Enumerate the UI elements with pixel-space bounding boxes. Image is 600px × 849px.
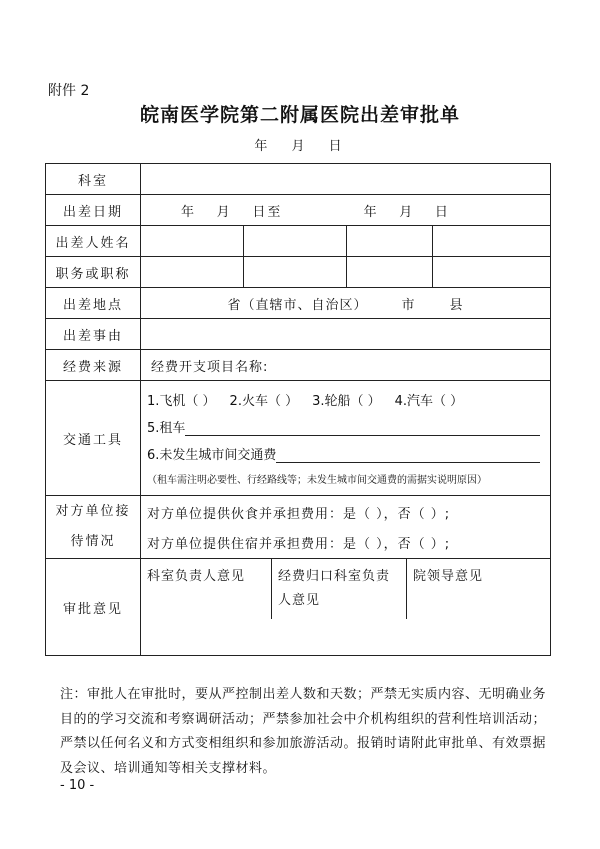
approval-form-table	[45, 163, 551, 656]
approval-hospital-leader[interactable]: 院领导意见	[413, 569, 484, 584]
transport-field	[141, 381, 551, 496]
trip-date-field[interactable]	[141, 195, 551, 226]
form-title: 皖南医学院第二附属医院出差审批单	[139, 104, 460, 126]
traveler-name-field-4[interactable]	[433, 226, 551, 257]
traveler-name-field-2[interactable]	[244, 226, 347, 257]
trip-reason-field[interactable]	[141, 319, 551, 350]
approval-field	[141, 559, 551, 656]
trip-date-label: 出差日期	[46, 195, 141, 226]
job-title-field-1[interactable]	[141, 257, 244, 288]
trip-place-field[interactable]	[141, 288, 551, 319]
place-province: 省（直辖市、自治区）	[227, 297, 368, 313]
trip-start-year: 年	[181, 204, 197, 220]
date-month: 月	[291, 139, 309, 154]
host-meals[interactable]: 对方单位提供伙食并承担费用：是（ ），否（ ）;	[147, 506, 451, 522]
form-date-line	[0, 135, 600, 154]
traveler-name-label: 出差人姓名	[46, 226, 141, 257]
transport-taxi-label: 5.租车	[147, 421, 186, 436]
job-title-field-2[interactable]	[244, 257, 347, 288]
attachment-label: 附件 2	[48, 83, 90, 99]
funding-source-field[interactable]: 经费开支项目名称:	[141, 350, 551, 381]
transport-none-label: 6.未发生城市间交通费	[147, 448, 277, 463]
page-number: - 10 -	[60, 778, 95, 793]
transport-label: 交通工具	[46, 381, 141, 496]
host-arrangement-field	[141, 496, 551, 559]
job-title-field-3[interactable]	[347, 257, 433, 288]
host-lodging[interactable]: 对方单位提供住宿并承担费用：是（ ），否（ ）;	[147, 536, 451, 552]
approval-funding-dept[interactable]: 经费归口科室负责人意见	[272, 559, 407, 619]
funding-source-label: 经费来源	[46, 350, 141, 381]
traveler-name-field-3[interactable]	[347, 226, 433, 257]
transport-taxi-line[interactable]	[185, 421, 540, 436]
trip-end-year: 年	[363, 204, 379, 220]
department-label: 科室	[46, 164, 141, 195]
host-label-line1: 对方单位接	[55, 504, 131, 519]
trip-end-day: 日	[434, 204, 450, 220]
approval-dept-head[interactable]: 科室负责人意见	[141, 559, 272, 619]
host-label-line2: 待情况	[70, 534, 116, 549]
trip-end-month: 月	[399, 204, 415, 220]
footnote: 注：审批人在审批时，要从严控制出差人数和天数；严禁无实质内容、无明确业务目的的学习交流和考察调研活动；严禁参加社会中介机构组织的营利性培训活动；严禁以任何名义和方式变相组织和参加旅游活动。报销时请附此审批单、有效票据及会议、培训通知等相关支撑材料。	[60, 687, 547, 776]
transport-ship[interactable]: 3.轮船（ ）	[312, 394, 381, 409]
job-title-field-4[interactable]	[433, 257, 551, 288]
place-city: 市	[401, 297, 416, 313]
approval-label: 审批意见	[46, 559, 141, 656]
host-arrangement-label	[46, 496, 141, 559]
department-field[interactable]	[141, 164, 551, 195]
transport-train[interactable]: 2.火车（ ）	[229, 394, 299, 409]
transport-note: （租车需注明必要性、行经路线等；未发生城市间交通费的需据实说明原因）	[147, 475, 487, 486]
place-county: 县	[449, 297, 464, 313]
trip-place-label: 出差地点	[46, 288, 141, 319]
date-day: 日	[328, 139, 346, 154]
transport-car[interactable]: 4.汽车（ ）	[394, 394, 464, 409]
job-title-label: 职务或职称	[46, 257, 141, 288]
date-year: 年	[254, 139, 272, 154]
transport-none-line[interactable]	[276, 448, 540, 463]
trip-start-month: 月	[216, 204, 232, 220]
traveler-name-field-1[interactable]	[141, 226, 244, 257]
trip-start-day-to: 日至	[252, 204, 283, 220]
transport-plane[interactable]: 1.飞机（ ）	[147, 394, 216, 409]
trip-reason-label: 出差事由	[46, 319, 141, 350]
